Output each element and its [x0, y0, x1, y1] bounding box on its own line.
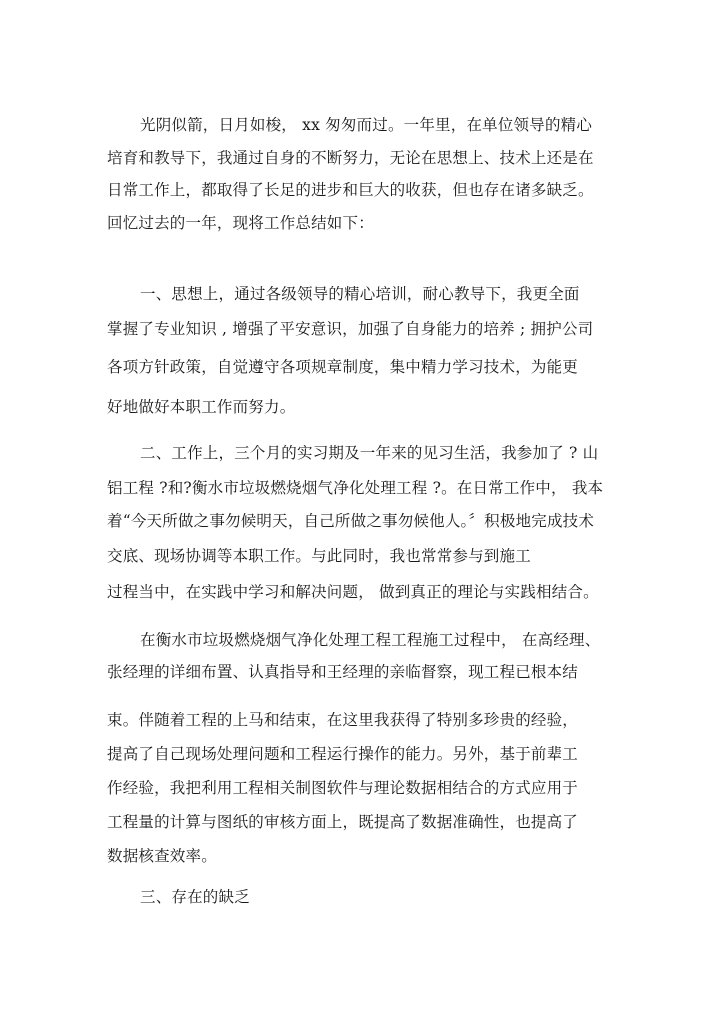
- section-heading-shortcomings: 三、存在的缺乏: [140, 888, 250, 906]
- paragraph-2-line-4: 好地做好本职工作而努力。: [107, 398, 296, 416]
- paragraph-2-line-1: 一、思想上，通过各级领导的精心培训，耐心教导下，我更全面: [140, 285, 580, 303]
- paragraph-4-line-5: 作经验，我把利用工程相关制图软件与理论数据相结合的方式应用于: [107, 779, 579, 797]
- paragraph-4-line-3: 束。伴随着工程的上马和结束，在这里我获得了特别多珍贵的经验，: [107, 711, 579, 729]
- paragraph-4-line-7: 数据核查效率。: [107, 847, 217, 865]
- paragraph-4-line-6: 工程量的计算与图纸的审核方面上，既提高了数据准确性，也提高了: [107, 813, 579, 831]
- paragraph-3-line-2: 铝工程 ?和?衡水市垃圾燃烧烟气净化处理工程 ?。在日常工作中， 我本: [107, 479, 604, 497]
- paragraph-3-line-3: 着“今天所做之事勿候明天，自己所做之事勿候他人。〞积极地完成技术: [107, 512, 595, 530]
- paragraph-3-line-5: 过程当中，在实践中学习和解决问题， 做到真正的理论与实践相结合。: [107, 583, 599, 601]
- paragraph-3-line-1: 二、工作上，三个月的实习期及一年来的见习生活，我参加了 ? 山: [140, 444, 599, 462]
- paragraph-1-line-3: 日常工作上，都取得了长足的进步和巨大的收获，但也存在诸多缺乏。: [107, 181, 594, 199]
- paragraph-4-line-1: 在衡水市垃圾燃烧烟气净化处理工程工程施工过程中， 在高经理、: [140, 631, 601, 649]
- paragraph-1-line-1: 光阴似箭，日月如梭， xx 匆匆而过。一年里，在单位领导的精心: [140, 116, 593, 134]
- paragraph-2-line-2: 掌握了专业知识 , 增强了平安意识，加强了自身能力的培养 ; 拥护公司: [107, 320, 594, 338]
- paragraph-2-line-3: 各项方针政策，自觉遵守各项规章制度，集中精力学习技术，为能更: [107, 358, 579, 376]
- paragraph-3-line-4: 交底、现场协调等本职工作。与此同时，我也常常参与到施工: [107, 547, 531, 565]
- paragraph-4-line-2: 张经理的详细布置、认真指导和王经理的亲临督察，现工程已根本结: [107, 663, 579, 681]
- paragraph-4-line-4: 提高了自己现场处理问题和工程运行操作的能力。另外，基于前辈工: [107, 745, 579, 763]
- paragraph-1-line-4: 回忆过去的一年，现将工作总结如下：: [107, 214, 374, 232]
- paragraph-1-line-2: 培育和教导下，我通过自身的不断努力，无论在思想上、技术上还是在: [107, 149, 594, 167]
